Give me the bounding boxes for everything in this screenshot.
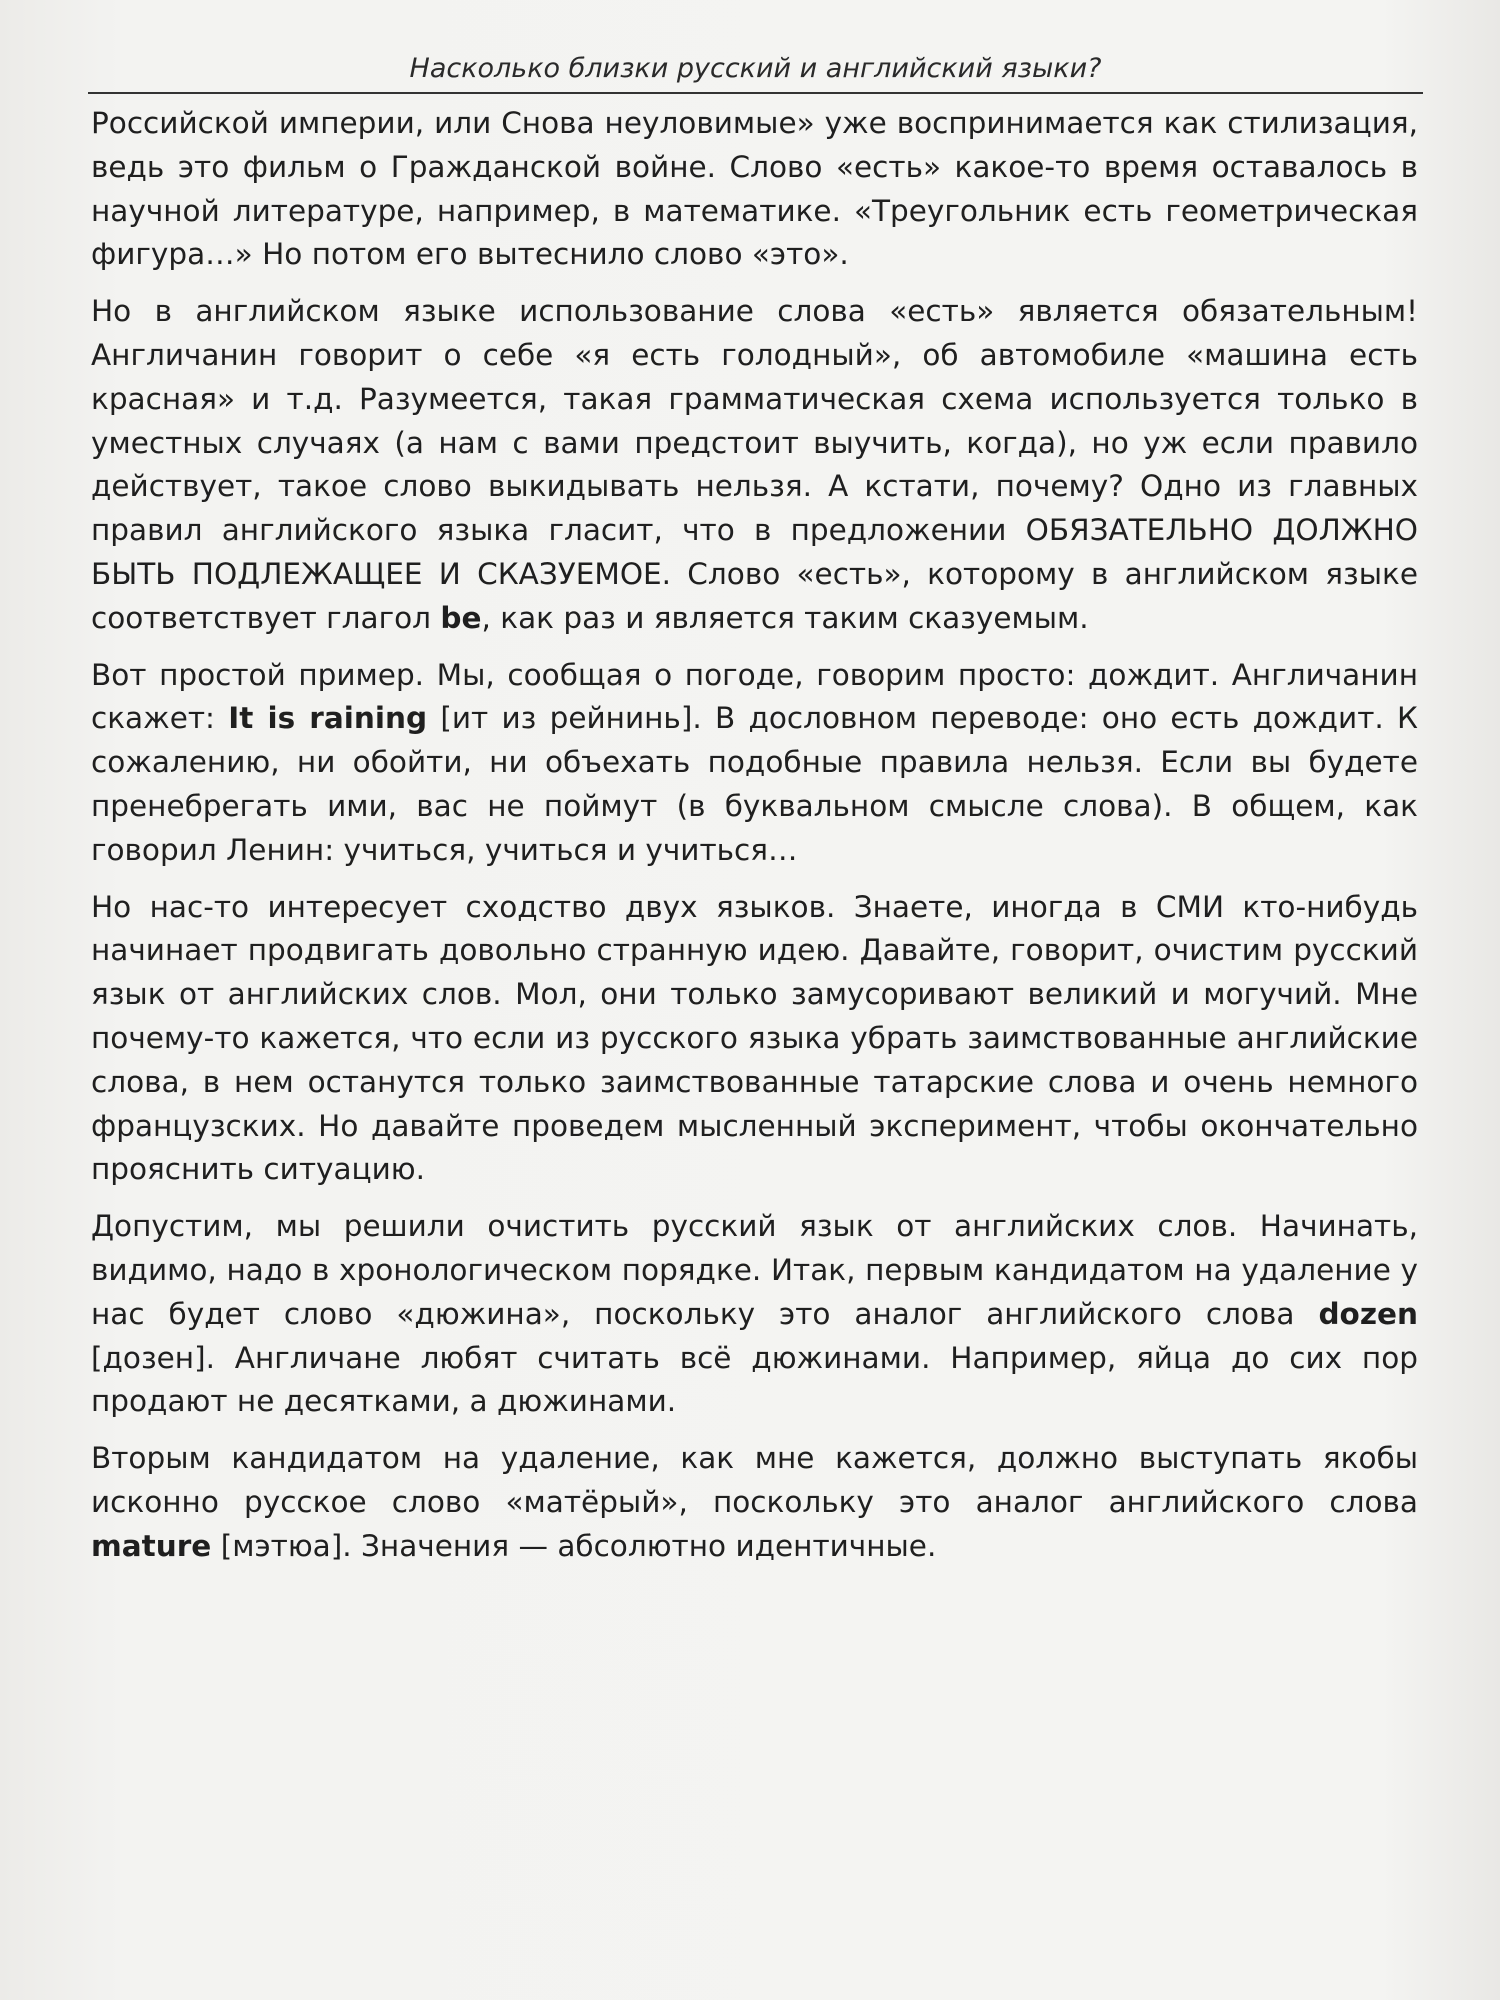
body-text	[91, 102, 1418, 1582]
bold-term: It is raining	[228, 701, 428, 736]
paragraph: Но нас-то интересует сходство двух языков. Знаете, иногда в СМИ кто-нибудь начинает продвигать довольно странную идею. Давайте, говорит, очистим русский язык от английских слов. Мол, они только замусоривают великий и могучий. Мне почему-то кажется, что если из русского языка убрать заимствованные английские слова, в нем останутся только заимствованные татарские слова и очень немного французских. Но давайте проведем мысленный эксперимент, чтобы окончательно прояснить ситуацию.	[91, 889, 1418, 1187]
header-rule	[88, 92, 1423, 94]
bold-term: dozen	[1318, 1296, 1418, 1331]
running-head: Насколько близки русский и английский языки?	[409, 53, 1102, 84]
paragraph: Вторым кандидатом на удаление, как мне кажется, должно выступать якобы исконно русское слово «матёрый», поскольку это аналог английского слова mature [мэтюа]. Значения — абсолютно идентичные.	[91, 1441, 1418, 1563]
paragraph: Но в английском языке использование слова «есть» является обязательным! Англичанин говорит о себе «я есть голодный», об автомобиле «машина есть красная» и т.д. Разумеется, такая грамматическая схема используется только в уместных случаях (а нам с вами предстоит выучить, когда), но уж если правило действует, такое слово выкидывать нельзя. А кстати, почему? Одно из главных правил английского языка гласит, что в предложении ОБЯЗАТЕЛЬНО ДОЛЖНО БЫТЬ ПОДЛЕЖАЩЕЕ И СКАЗУЕМОЕ. Слово «есть», которому в английском языке соответствует глагол be, как раз и является таким сказуемым.	[91, 294, 1418, 635]
paragraph: Вот простой пример. Мы, сообщая о погоде, говорим просто: дождит. Англичанин скажет: It is raining [ит из рейнинь]. В дословном переводе: оно есть дождит. К сожалению, ни обойти, ни объехать подобные правила нельзя. Если вы будете пренебрегать ими, вас не поймут (в буквальном смысле слова). В общем, как говорил Ленин: учиться, учиться и учиться…	[91, 657, 1418, 867]
paragraph: Российской империи, или Снова неуловимые» уже воспринимается как стилизация, ведь это фильм о Гражданской войне. Слово «есть» какое-то время оставалось в научной литературе, например, в математике. «Треугольник есть геометрическая фигура…» Но потом его вытеснило слово «это».	[91, 106, 1418, 272]
bold-term: mature	[91, 1528, 212, 1563]
paragraph: Допустим, мы решили очистить русский язык от английских слов. Начинать, видимо, надо в хронологическом порядке. Итак, первым кандидатом на удаление у нас будет слово «дюжина», поскольку это аналог английского слова dozen [дозен]. Англичане любят считать всё дюжинами. Например, яйца до сих пор продают не десятками, а дюжинами.	[91, 1209, 1418, 1419]
bold-term: be	[440, 600, 482, 635]
